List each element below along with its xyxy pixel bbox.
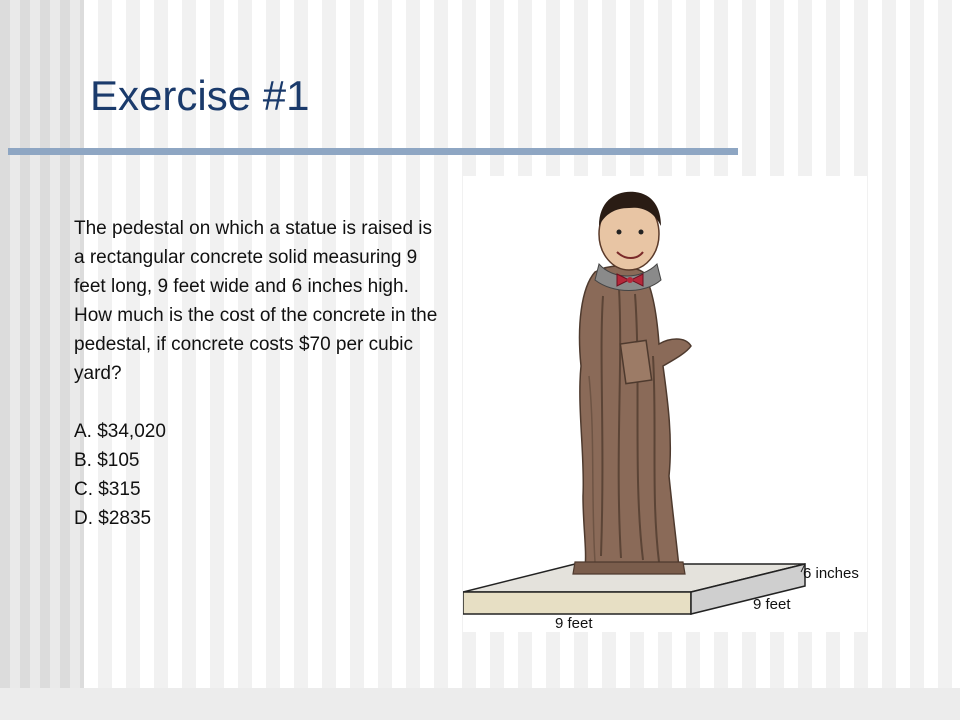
statue-illustration <box>463 176 867 632</box>
title-divider <box>8 148 738 155</box>
dimension-label-length: 9 feet <box>555 615 593 632</box>
statue-base <box>573 562 685 574</box>
question-text: The pedestal on which a statue is raised is a rectangular concrete solid measuring 9 feet long, 9 feet wide and 6 inches high. How much is the cost of the concrete in the pedestal, if concrete costs $70 per cubic yard? <box>74 218 438 384</box>
option-d: D. $2835 <box>74 508 152 529</box>
pedestal-front <box>463 592 691 614</box>
option-c: C. $315 <box>74 479 141 500</box>
option-a: A. $34,020 <box>74 421 166 442</box>
statue-book <box>620 340 651 383</box>
dimension-label-height: 6 inches <box>803 565 859 582</box>
bottom-band <box>0 688 960 720</box>
slide-title: Exercise #1 <box>90 72 310 119</box>
question-block <box>74 214 444 533</box>
statue-figure <box>463 176 867 632</box>
answer-options <box>74 417 444 533</box>
option-b: B. $105 <box>74 450 140 471</box>
dimension-label-width: 9 feet <box>753 596 791 613</box>
background-stripes <box>0 0 84 720</box>
